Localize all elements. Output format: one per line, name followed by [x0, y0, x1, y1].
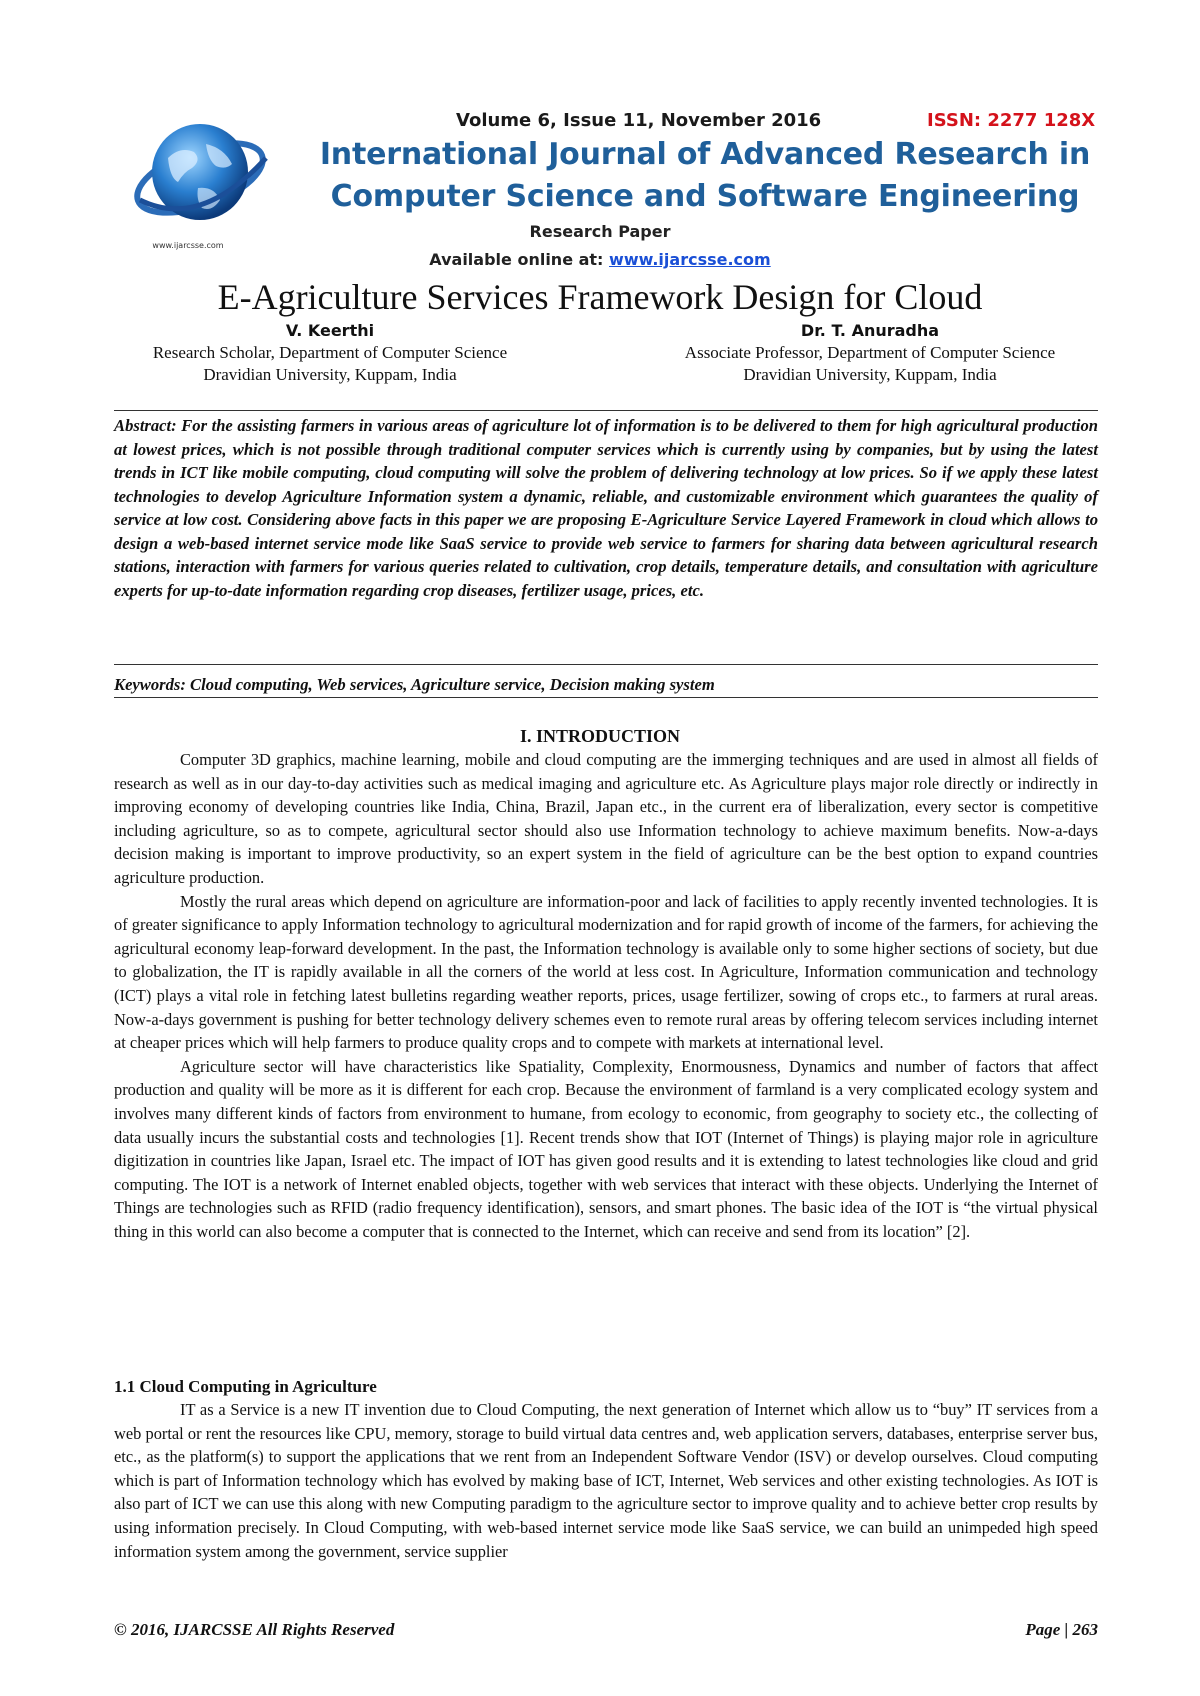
paper-title: E-Agriculture Services Framework Design for Cloud — [217, 277, 983, 317]
keywords: Keywords: Cloud computing, Web services, Agriculture service, Decision making system — [114, 675, 715, 694]
author-1-name: V. Keerthi — [285, 321, 375, 340]
author-1 — [60, 320, 600, 386]
intro-paragraph: Computer 3D graphics, machine learning, mobile and cloud computing are the immerging techniques and are used in almost all fields of research as well as in our day-to-day activities such as medical imaging and agriculture etc. As Agriculture plays major role directly or indirectly in improving economy of developing countries like India, China, Brazil, Japan etc., in the current era of liberalization, every sector is competitive including agriculture, so as to compete, agricultural sector should also use Information technology to achieve maximum benefits. Now-a-days decision making is important to improve productivity, so an expert system in the field of agriculture can be the best option to expand countries agriculture production. — [114, 750, 1098, 887]
paper-type: Research Paper — [529, 222, 671, 241]
intro-paragraph: Mostly the rural areas which depend on agriculture are information-poor and lack of facilities to apply recently invented technologies. It is of greater significance to apply Information technology to agricultural modernization and for rapid growth of income of the farmers, for achieving the agricultural economy leap-forward development. In the past, the Information technology is available only to some higher sections of society, but due to globalization, the IT is rapidly available in all the corners of the world at less cost. In Agriculture, Information communication and technology (ICT) plays a vital role in fetching latest bulletins regarding weather reports, prices, usage fertilizer, sowing of crops etc., to farmers at rural areas. Now-a-days government is pushing for better technology delivery schemes even to remote rural areas by offering telecom services including internet at cheaper prices which will help farmers to produce quality crops and to compete with markets at international level. — [114, 891, 1098, 1053]
subsection-body — [114, 1398, 1098, 1563]
journal-title — [280, 134, 1130, 218]
subsection-heading: 1.1 Cloud Computing in Agriculture — [114, 1377, 377, 1396]
subsection-paragraph: IT as a Service is a new IT invention due to Cloud Computing, the next generation of Internet which allow us to “buy” IT services from a web portal or rent the resources like CPU, memory, storage to build virtual data centres and, web application servers, databases, enterprise server bus, etc., as the platform(s) to support the applications that we rent from an Independent Software Vendor (ISV) or develop ourselves. Cloud computing which is part of Information technology which has evolved by making base of ICT, Internet, Web services and other existing technologies. As IOT is also part of ICT we can use this along with new Computing paradigm to the agriculture sector to improve quality and to achieve better crop results by using information precisely. In Cloud Computing, with web-based internet service mode like SaaS service, we can build an unimpeded high speed information system among the government, service supplier — [114, 1400, 1098, 1561]
footer-copyright: © 2016, IJARCSSE All Rights Reserved — [114, 1620, 395, 1639]
section-introduction-heading: I. INTRODUCTION — [519, 726, 681, 746]
logo-caption: www.ijarcsse.com — [152, 241, 224, 250]
author-2-role: Associate Professor, Department of Computer Science — [684, 343, 1056, 362]
introduction-body — [114, 748, 1098, 1243]
intro-paragraph: Agriculture sector will have characteristics like Spatiality, Complexity, Enormousness, Dynamics and number of factors that affect production and quality will be more as it is different for each crop. Because the environment of farmland is a very complicated ecology system and involves many different kinds of factors from environment to humane, from ecology to economic, from geography to society etc., the collecting of data usually incurs the substantial costs and technologies [1]. Recent trends show that IOT (Internet of Things) is playing major role in agriculture digitization in countries like Japan, Israel etc. The impact of IOT has given good results and it is extending to latest technologies like cloud and grid computing. The IOT is a network of Internet enabled objects, together with web services that interact with these objects. Underlying the Internet of Things are technologies such as RFID (radio frequency identification), sensors, and smart phones. The basic idea of the IOT is “the virtual physical thing in this world can also become a computer that is connected to the Internet, which can receive and send from its location” [2]. — [114, 1056, 1098, 1241]
available-online — [0, 250, 1200, 269]
volume-issue: Volume 6, Issue 11, November 2016 — [456, 110, 822, 131]
footer-page-number: Page | 263 — [1025, 1620, 1098, 1639]
author-1-affiliation: Dravidian University, Kuppam, India — [203, 365, 457, 384]
author-1-role: Research Scholar, Department of Computer Science — [152, 343, 508, 362]
keywords-underline — [114, 697, 1098, 698]
abstract-top-rule — [114, 410, 1098, 411]
issn: ISSN: 2277 128X — [927, 110, 1096, 131]
journal-title-line1: International Journal of Advanced Research in — [319, 137, 1091, 172]
abstract-bottom-rule — [114, 664, 1098, 665]
available-online-label: Available online at: — [429, 250, 610, 269]
abstract: Abstract: For the assisting farmers in various areas of agriculture lot of information is to be delivered to them for high agricultural production at lowest prices, which is not possible through traditional computer services which is currently using by companies, but by using the latest trends in ICT like mobile computing, cloud computing will solve the problem of delivering technology at low prices. So if we apply these latest technologies to develop Agriculture Information system a dynamic, reliable, and customizable environment which guarantees the quality of service at low cost. Considering above facts in this paper we are proposing E-Agriculture Service Layered Framework in cloud which allows to design a web-based internet service mode like SaaS service to provide web service to farmers for sharing data between agricultural research stations, interaction with farmers for various queries related to cultivation, crop details, temperature details, and consultation with agriculture experts for up-to-date information regarding crop diseases, fertilizer usage, prices, etc. — [114, 416, 1098, 600]
author-2 — [600, 320, 1140, 386]
journal-title-line2: Computer Science and Software Engineering — [330, 179, 1080, 214]
website-link[interactable]: www.ijarcsse.com — [609, 250, 771, 269]
author-2-affiliation: Dravidian University, Kuppam, India — [743, 365, 997, 384]
author-2-name: Dr. T. Anuradha — [800, 321, 940, 340]
